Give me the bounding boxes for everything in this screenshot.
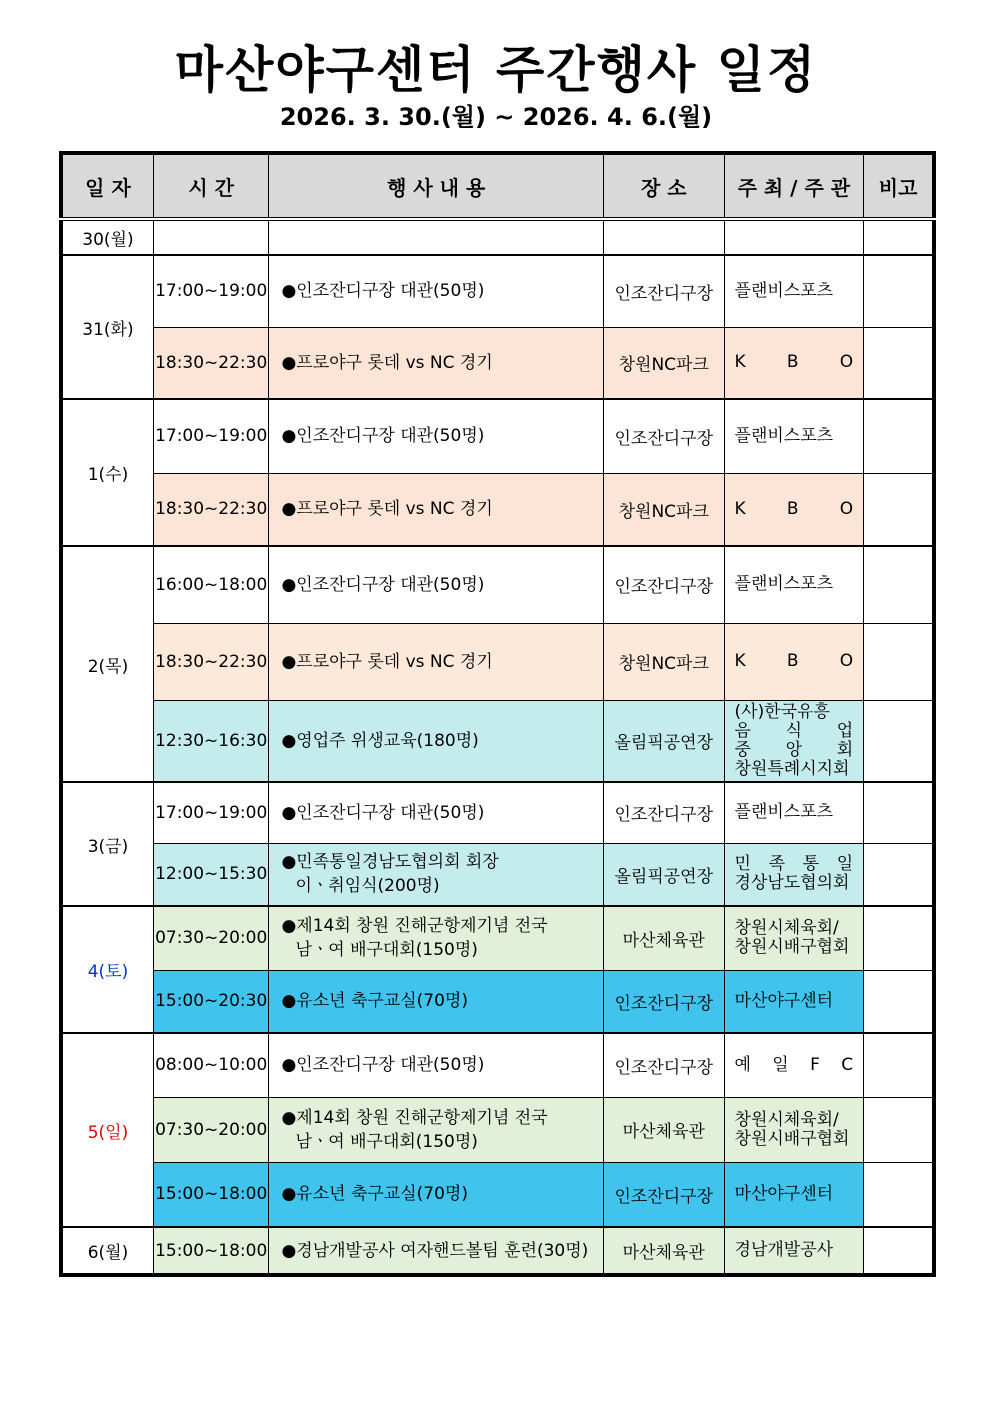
place-cell: 올림픽공연장	[603, 700, 724, 782]
host-cell	[724, 546, 864, 623]
host-cell	[724, 1097, 864, 1162]
schedule-row	[61, 1097, 934, 1162]
schedule-row	[61, 1033, 934, 1097]
host-text: 마산야구센터	[734, 990, 834, 1011]
header-row	[61, 153, 934, 219]
event-cell	[269, 546, 604, 623]
note-cell	[864, 1162, 934, 1227]
time-cell: 07:30~20:00	[153, 1097, 269, 1162]
event-text: ●프로야구 롯데 vs NC 경기	[281, 352, 493, 373]
event-text: ●민족통일경남도협의회 회장	[281, 852, 499, 873]
event-text: ●제14회 창원 진해군항제기념 전국	[281, 1107, 548, 1128]
schedule-row	[61, 1227, 934, 1275]
host-cell	[724, 1162, 864, 1227]
note-cell	[864, 546, 934, 623]
host-cell	[724, 782, 864, 843]
host-text-line: 창원시체육회/	[734, 918, 839, 939]
host-cell	[724, 906, 864, 970]
schedule-row	[61, 546, 934, 623]
event-cell	[269, 1033, 604, 1097]
schedule-row	[61, 843, 934, 906]
note-cell	[864, 843, 934, 906]
note-cell	[864, 623, 934, 700]
schedule-row	[61, 623, 934, 700]
host-text-line: 창원시배구협회	[734, 937, 850, 958]
schedule-table	[59, 151, 936, 1277]
event-text: ●경남개발공사 여자핸드볼팀 훈련(30명)	[281, 1240, 589, 1261]
event-text-line2: 이ㆍ취임식(200명)	[295, 876, 440, 897]
host-text: 예 일 F C	[734, 1054, 854, 1075]
note-cell	[864, 970, 934, 1033]
host-text: 플랜비스포츠	[734, 802, 834, 823]
host-text-line: 창원시배구협회	[734, 1128, 850, 1149]
host-text-line: (사)한국유흥	[734, 701, 830, 722]
time-cell: 12:30~16:30	[153, 700, 269, 782]
event-text: ●프로야구 롯데 vs NC 경기	[281, 651, 493, 672]
event-cell	[269, 906, 604, 970]
host-text: 플랜비스포츠	[734, 574, 834, 595]
event-cell	[269, 255, 604, 327]
date-cell: 31(화)	[61, 255, 153, 399]
host-text-line: 창원특례시지회	[734, 758, 850, 779]
note-cell	[864, 1033, 934, 1097]
note-cell	[864, 473, 934, 546]
note-cell	[864, 255, 934, 327]
note-cell	[864, 1097, 934, 1162]
date-cell: 2(목)	[61, 546, 153, 782]
host-text: K B O	[734, 651, 854, 671]
event-cell	[269, 623, 604, 700]
time-cell: 15:00~18:00	[153, 1227, 269, 1275]
place-cell: 창원NC파크	[603, 327, 724, 399]
host-cell	[724, 623, 864, 700]
host-cell	[724, 700, 864, 782]
host-cell	[724, 970, 864, 1033]
time-cell: 08:00~10:00	[153, 1033, 269, 1097]
place-cell: 인조잔디구장	[603, 255, 724, 327]
header-place: 장 소	[603, 153, 724, 219]
event-cell	[269, 473, 604, 546]
date-cell: 6(월)	[61, 1227, 153, 1275]
header-time: 시 간	[153, 153, 269, 219]
host-text-line: 중 앙 회	[734, 739, 854, 760]
event-text: ●유소년 축구교실(70명)	[281, 991, 468, 1012]
host-text: 플랜비스포츠	[734, 425, 834, 446]
event-cell	[269, 219, 604, 255]
schedule-body	[61, 219, 934, 1275]
place-cell: 인조잔디구장	[603, 782, 724, 843]
date-cell: 4(토)	[61, 906, 153, 1033]
host-text-line: 민 족 통 일	[734, 854, 854, 875]
date-cell: 30(월)	[61, 219, 153, 255]
host-text-line: 음 식 업	[734, 720, 854, 741]
host-text-line: 경상남도협의회	[734, 873, 850, 894]
note-cell	[864, 906, 934, 970]
event-text: ●프로야구 롯데 vs NC 경기	[281, 499, 493, 520]
page-title: 마산야구센터 주간행사 일정	[174, 41, 818, 99]
note-cell	[864, 700, 934, 782]
host-cell	[724, 1227, 864, 1275]
schedule-row	[61, 970, 934, 1033]
time-cell: 18:30~22:30	[153, 473, 269, 546]
event-text: ●인조잔디구장 대관(50명)	[281, 1055, 485, 1076]
schedule-row	[61, 1162, 934, 1227]
host-cell	[724, 473, 864, 546]
header-date: 일 자	[61, 153, 153, 219]
period-subtitle: 2026. 3. 30.(월) ~ 2026. 4. 6.(월)	[279, 103, 713, 131]
event-text-line2: 남ㆍ여 배구대회(150명)	[295, 940, 478, 961]
time-cell	[153, 219, 269, 255]
place-cell	[603, 219, 724, 255]
note-cell	[864, 782, 934, 843]
schedule-row	[61, 473, 934, 546]
time-cell: 07:30~20:00	[153, 906, 269, 970]
place-cell: 창원NC파크	[603, 623, 724, 700]
place-cell: 인조잔디구장	[603, 546, 724, 623]
place-cell: 마산체육관	[603, 906, 724, 970]
schedule-row	[61, 700, 934, 782]
host-cell	[724, 399, 864, 473]
date-cell: 1(수)	[61, 399, 153, 546]
event-text-line2: 남ㆍ여 배구대회(150명)	[295, 1131, 478, 1152]
host-text: 경남개발공사	[734, 1240, 834, 1260]
header-host: 주 최 / 주 관	[724, 153, 864, 219]
host-text: K B O	[734, 352, 854, 373]
event-cell	[269, 1227, 604, 1275]
host-cell	[724, 843, 864, 906]
place-cell: 올림픽공연장	[603, 843, 724, 906]
host-cell	[724, 255, 864, 327]
place-cell: 창원NC파크	[603, 473, 724, 546]
event-cell	[269, 970, 604, 1033]
schedule-row	[61, 399, 934, 473]
event-text: ●인조잔디구장 대관(50명)	[281, 574, 485, 595]
event-text: ●유소년 축구교실(70명)	[281, 1184, 468, 1205]
note-cell	[864, 327, 934, 399]
event-text: ●인조잔디구장 대관(50명)	[281, 426, 485, 447]
place-cell: 인조잔디구장	[603, 1033, 724, 1097]
event-text: ●영업주 위생교육(180명)	[281, 730, 479, 751]
event-cell	[269, 843, 604, 906]
place-cell: 마산체육관	[603, 1227, 724, 1275]
time-cell: 12:00~15:30	[153, 843, 269, 906]
time-cell: 16:00~18:00	[153, 546, 269, 623]
event-cell	[269, 399, 604, 473]
host-cell	[724, 327, 864, 399]
time-cell: 18:30~22:30	[153, 327, 269, 399]
place-cell: 인조잔디구장	[603, 970, 724, 1033]
time-cell: 18:30~22:30	[153, 623, 269, 700]
event-cell	[269, 1097, 604, 1162]
host-text: 마산야구센터	[734, 1183, 834, 1204]
event-text: ●인조잔디구장 대관(50명)	[281, 281, 485, 302]
schedule-row	[61, 782, 934, 843]
date-cell: 5(일)	[61, 1033, 153, 1227]
time-cell: 15:00~18:00	[153, 1162, 269, 1227]
schedule-row	[61, 219, 934, 255]
note-cell	[864, 1227, 934, 1275]
time-cell: 15:00~20:30	[153, 970, 269, 1033]
place-cell: 마산체육관	[603, 1097, 724, 1162]
schedule-row	[61, 906, 934, 970]
time-cell: 17:00~19:00	[153, 399, 269, 473]
host-cell	[724, 1033, 864, 1097]
note-cell	[864, 219, 934, 255]
place-cell: 인조잔디구장	[603, 1162, 724, 1227]
schedule-row	[61, 255, 934, 327]
event-cell	[269, 700, 604, 782]
place-cell: 인조잔디구장	[603, 399, 724, 473]
host-cell	[724, 219, 864, 255]
event-cell	[269, 327, 604, 399]
time-cell: 17:00~19:00	[153, 255, 269, 327]
event-cell	[269, 782, 604, 843]
header-event: 행 사 내 용	[269, 153, 604, 219]
note-cell	[864, 399, 934, 473]
time-cell: 17:00~19:00	[153, 782, 269, 843]
event-text: ●인조잔디구장 대관(50명)	[281, 802, 485, 823]
header-note: 비고	[864, 153, 934, 219]
host-text: K B O	[734, 498, 854, 519]
event-cell	[269, 1162, 604, 1227]
date-cell: 3(금)	[61, 782, 153, 906]
host-text: 플랜비스포츠	[734, 280, 834, 301]
schedule-row	[61, 327, 934, 399]
event-text: ●제14회 창원 진해군항제기념 전국	[281, 916, 548, 937]
host-text-line: 창원시체육회/	[734, 1109, 839, 1130]
